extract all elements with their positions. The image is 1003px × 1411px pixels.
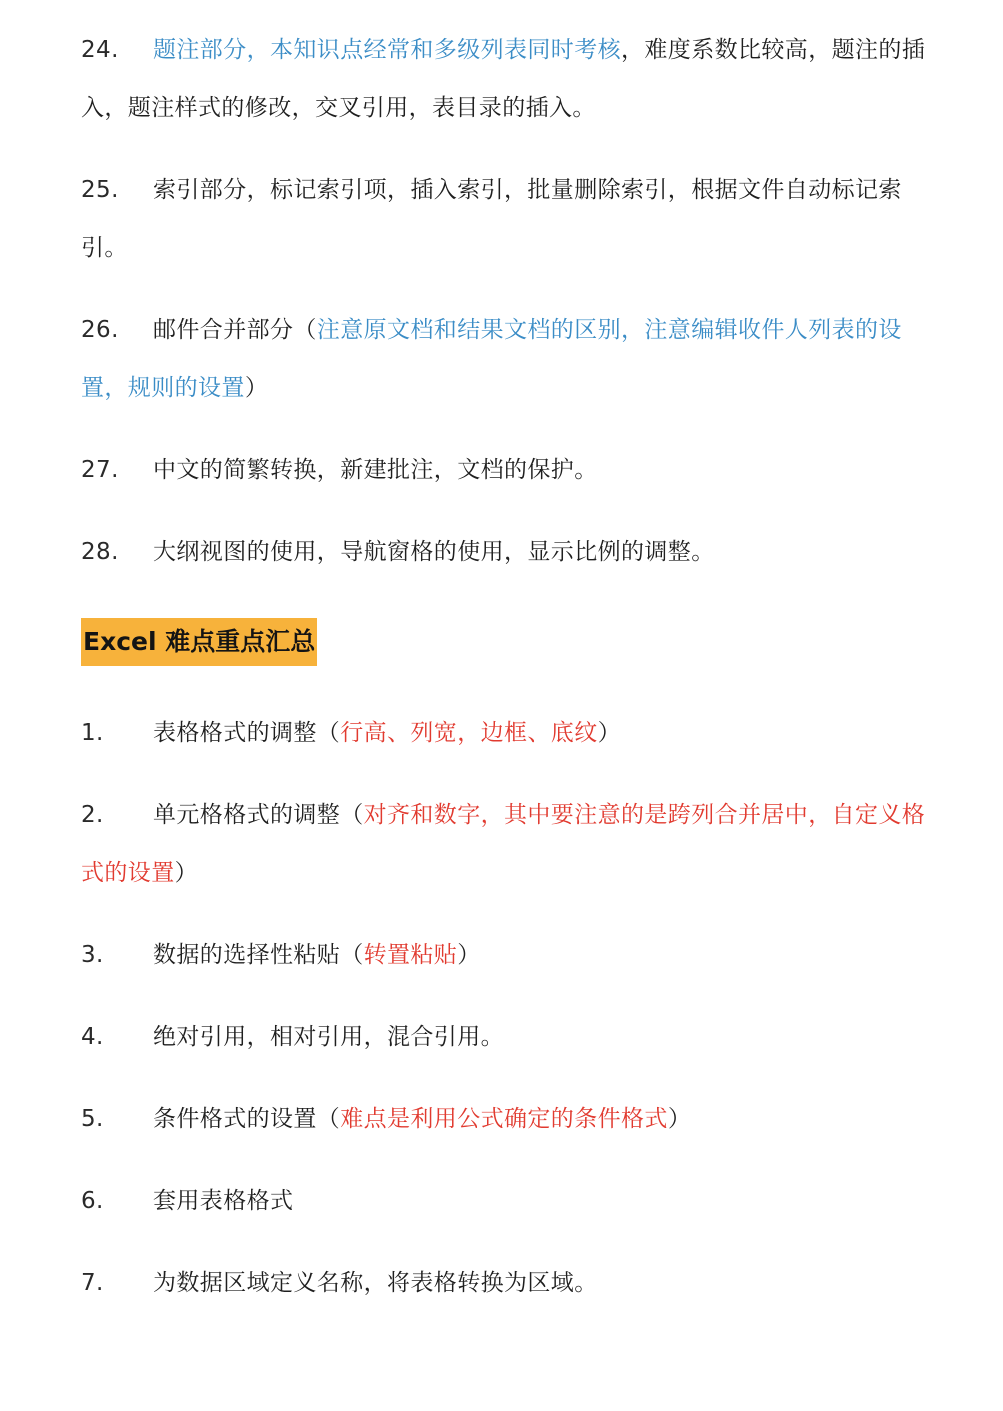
list-item-7: [81, 1254, 927, 1312]
list-item-25: [81, 161, 927, 277]
list-item-1: [81, 704, 927, 762]
item-number: 27.: [81, 457, 119, 483]
list-item-24: [81, 21, 927, 137]
list-item-26: [81, 301, 927, 417]
item-text: 表格格式的调整（: [153, 720, 341, 746]
item-text-highlight: 转置粘贴: [363, 942, 458, 968]
item-text: 数据的选择性粘贴（: [153, 942, 364, 968]
item-text-highlight: 难点是利用公式确定的条件格式: [340, 1106, 668, 1132]
section-heading-excel: Excel 难点重点汇总: [81, 618, 317, 666]
item-text: ）: [457, 942, 481, 968]
list-item-2: [81, 786, 927, 902]
item-text-highlight: 注意原文档和结果文档的区别，注意编辑收件人列表的设置，规则的设置: [81, 317, 902, 401]
item-text: ）: [244, 375, 269, 401]
list-item-27: [81, 441, 927, 499]
item-text: ）: [597, 720, 622, 746]
list-item-28: [81, 523, 927, 581]
item-text-highlight: 题注部分，本知识点经常和多级列表同时考核: [153, 37, 621, 63]
item-text: 绝对引用，相对引用，混合引用。: [153, 1024, 504, 1050]
item-text: ，难度系数比较高，题注的插入，题注样式的修改，交叉引用，表目录的插入。: [81, 37, 926, 121]
item-number: 26.: [81, 317, 119, 343]
item-text: 大纲视图的使用，导航窗格的使用，显示比例的调整。: [153, 539, 715, 565]
item-text: ）: [174, 860, 199, 886]
item-number: 28.: [81, 539, 119, 565]
item-text: 条件格式的设置（: [153, 1106, 341, 1132]
item-number: 4.: [81, 1024, 104, 1050]
item-number: 5.: [81, 1106, 104, 1132]
item-number: 25.: [81, 177, 119, 203]
item-number: 1.: [81, 720, 104, 746]
item-text: 中文的简繁转换，新建批注，文档的保护。: [153, 457, 598, 483]
item-text-highlight: 对齐和数字，其中要注意的是跨列合并居中，自定义格式的设置: [81, 802, 926, 886]
item-number: 3.: [81, 942, 104, 968]
item-text: 邮件合并部分（: [153, 317, 317, 343]
item-text-highlight: 行高、列宽，边框、底纹: [340, 720, 598, 746]
item-text: 套用表格格式: [153, 1188, 294, 1214]
item-text: 索引部分，标记索引项，插入索引，批量删除索引，根据文件自动标记索引。: [81, 177, 902, 261]
item-number: 6.: [81, 1188, 104, 1214]
item-text: 单元格格式的调整（: [153, 802, 364, 828]
item-number: 2.: [81, 802, 104, 828]
list-item-4: [81, 1008, 927, 1066]
list-item-6: [81, 1172, 927, 1230]
item-number: 24.: [81, 37, 119, 63]
list-item-5: [81, 1090, 927, 1148]
item-text: 为数据区域定义名称，将表格转换为区域。: [153, 1270, 598, 1296]
item-text: ）: [667, 1106, 692, 1132]
list-item-3: [81, 926, 927, 984]
item-number: 7.: [81, 1270, 104, 1296]
